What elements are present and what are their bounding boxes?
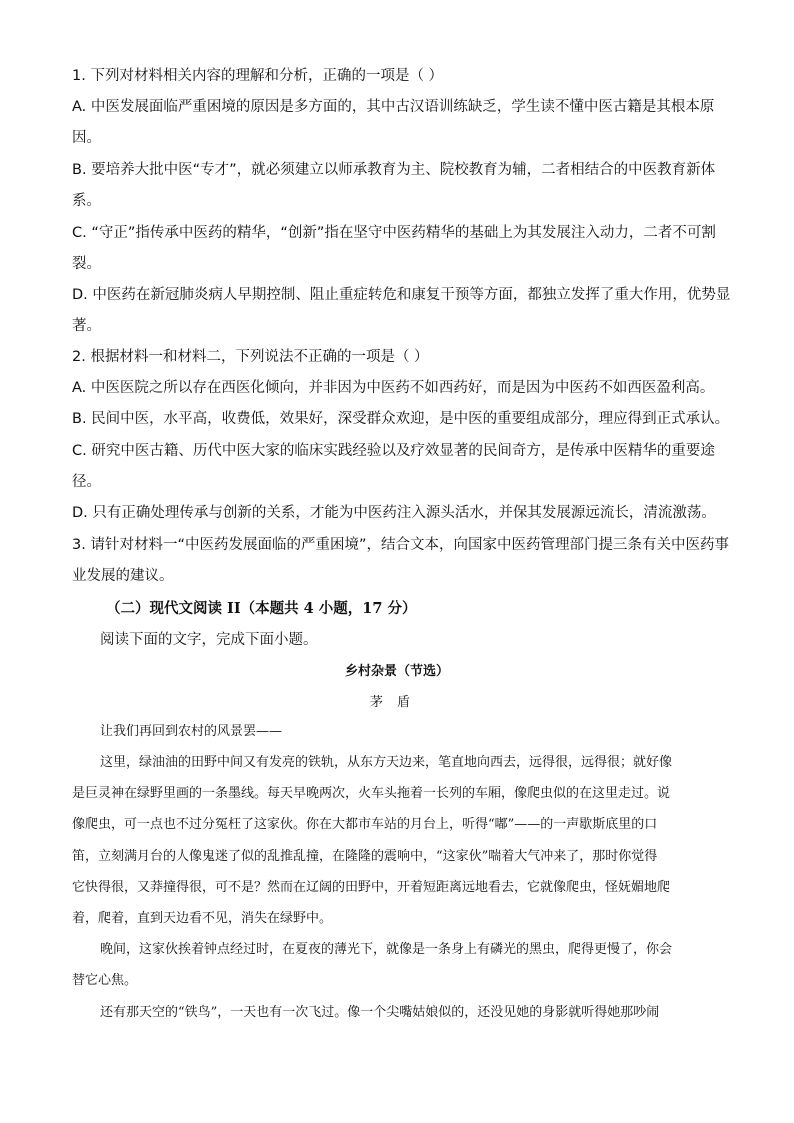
q2-option-a: A. 中医医院之所以存在西医化倾向，并非因为中医药不如西药好，而是因为中医药不如西医盈利高。 — [72, 380, 715, 396]
q1-option-b-line2: 系。 — [72, 193, 101, 209]
q1-option-c-line1: C. “守正”指传承中医药的精华，“创新”指在坚守中医药精华的基础上为其发展注入动力，二者不可割 — [72, 225, 716, 241]
article-para-2-line6: 着，爬着，直到天边看不见，消失在绿野中。 — [72, 911, 333, 926]
article-para-2-line4: 笛，立刻满月台的人像鬼迷了似的乱推乱撞，在隆隆的震响中，“这家伙”喘着大气冲来了，那时你觉得 — [72, 849, 658, 864]
q2-option-d: D. 只有正确处理传承与创新的关系，才能为中医药注入源头活水，并保其发展源远流长，清流激荡。 — [72, 505, 716, 521]
q3-line1: 3. 请针对材料一“中医药发展面临的严重困境”，结合文本，向国家中医药管理部门提三条有关中医药事 — [72, 537, 729, 553]
section-instruction: 阅读下面的文字，完成下面小题。 — [100, 632, 318, 648]
article-para-4-line1: 还有那天空的“铁鸟”，一天也有一次飞过。像一个尖嘴姑娘似的，还没见她的身影就听得她那吵闹 — [100, 1005, 660, 1020]
article-author: 茅盾 — [369, 695, 424, 710]
q1-option-d-line2: 著。 — [72, 318, 101, 334]
article-para-3-line1: 晚间，这家伙挨着钟点经过时，在夏夜的薄光下，就像是一条身上有磷光的黑虫，爬得更慢了，你会 — [100, 942, 673, 957]
q1-option-a-line1: A. 中医发展面临严重困境的原因是多方面的，其中古汉语训练缺乏，学生读不懂中医古籍是其根本原 — [72, 99, 715, 115]
article-para-1: 让我们再回到农村的风景罢—— — [100, 724, 283, 739]
q2-option-c-line2: 径。 — [72, 474, 101, 490]
q2-option-c-line1: C. 研究中医古籍、历代中医大家的临床实践经验以及疗效显著的民间奇方，是传承中医精华的重要途 — [72, 443, 715, 459]
q2-option-b: B. 民间中医，水平高，收费低，效果好，深受群众欢迎，是中医的重要组成部分，理应得到正式承认。 — [72, 411, 730, 427]
article-para-2-line2: 是巨灵神在绿野里画的一条墨线。每天早晚两次，火车头拖着一长列的车厢，像爬虫似的在这里走过。说 — [72, 786, 671, 801]
q1-stem: 1. 下列对材料相关内容的理解和分析，正确的一项是（ ） — [72, 68, 444, 84]
article-para-2-line1: 这里，绿油油的田野中间又有发亮的铁轨，从东方天边来，笔直地向西去，远得很，远得很；就好像 — [100, 755, 673, 770]
q1-option-b-line1: B. 要培养大批中医“专才”，就必须建立以师承教育为主、院校教育为辅，二者相结合的中医教育新体 — [72, 162, 716, 178]
q1-option-c-line2: 裂。 — [72, 256, 101, 272]
q2-stem: 2. 根据材料一和材料二，下列说法不正确的一项是（ ） — [72, 349, 429, 365]
article-para-2-line3: 像爬虫，可一点也不过分冤枉了这家伙。你在大都市车站的月台上，听得“嘟”——的一声歇斯底里的口 — [72, 817, 658, 832]
q1-option-d-line1: D. 中医药在新冠肺炎病人早期控制、阻止重症转危和康复干预等方面，都独立发挥了重大作用，优势显 — [72, 287, 731, 303]
section-heading: （二）现代文阅读 II（本题共 4 小题，17 分） — [106, 600, 417, 617]
article-title: 乡村杂景（节选） — [344, 664, 449, 679]
q3-line2: 业发展的建议。 — [72, 568, 174, 584]
article-para-3-line2: 替它心焦。 — [72, 973, 138, 988]
q1-option-a-line2: 因。 — [72, 130, 101, 146]
article-para-2-line5: 它快得很，又莽撞得很，可不是？然而在辽阔的田野中，开着短距离远地看去，它就像爬虫，怪妩媚地爬 — [72, 880, 671, 895]
